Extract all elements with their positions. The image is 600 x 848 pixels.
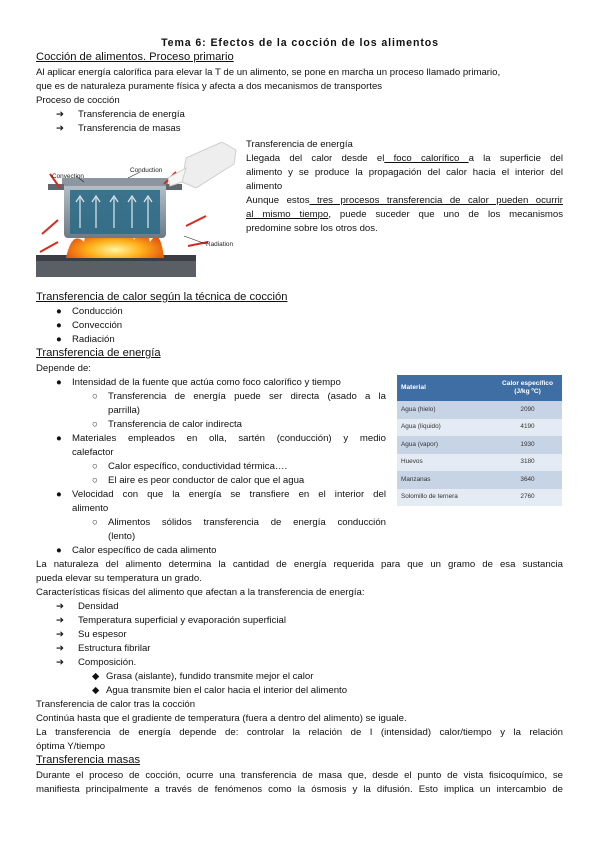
side-line: alimento y se produce la propagación del calor hacia el interior del <box>246 167 563 178</box>
bullet-icon: ● <box>56 489 62 500</box>
circle-icon: ○ <box>92 475 98 486</box>
list-item-cont: calefactor <box>72 447 114 458</box>
list-item: ➔ Temperatura superficial y evaporación superficial <box>56 615 286 626</box>
arrow-icon: ➔ <box>56 615 65 626</box>
circle-icon: ○ <box>92 517 98 528</box>
list-item: ● Calor específico de cada alimento <box>56 545 217 556</box>
header-material: Material <box>401 384 426 392</box>
paragraph-line: La naturaleza del alimento determina la cantidad de energía requerida para que un gramo de esa sustancia <box>36 559 563 570</box>
cooking-pot-image <box>36 142 241 277</box>
side-line: Llegada del calor desde el foco calorífico a la superficie del <box>246 153 563 164</box>
circle-icon: ○ <box>92 391 98 402</box>
paragraph-line: Transferencia de calor tras la cocción <box>36 699 196 710</box>
table-row: Huevos 3180 <box>397 454 562 472</box>
bullet-icon: ● <box>56 306 62 317</box>
bullet-icon: ● <box>56 545 62 556</box>
table-row: Manzanas 3640 <box>397 471 562 489</box>
bullet-icon: ● <box>56 320 62 331</box>
sub-item: ○ Alimentos sólidos transferencia de energía conducción <box>92 517 386 528</box>
paragraph-line: Durante el proceso de cocción, ocurre una transferencia de masa que, desde el punto de vista fisicoquímico, se <box>36 770 563 781</box>
section-heading-tecnica: Transferencia de calor según la técnica de cocción <box>36 291 288 303</box>
paragraph-line: Continúa hasta que el gradiente de temperatura (fuera a dentro del alimento) se iguale. <box>36 713 407 724</box>
list-item: ● Conducción <box>56 306 123 317</box>
list-item: ● Velocidad con que la energía se transfiere en el interior del <box>56 489 386 500</box>
table-row: Agua (líquido) 4190 <box>397 419 562 437</box>
sub-item: ◆ Grasa (aislante), fundido transmite mejor el calor <box>92 671 314 682</box>
arrow-icon: ➔ <box>56 629 65 640</box>
table-row: Solomillo de ternera 2760 <box>397 489 562 507</box>
arrow-icon: ➔ <box>56 109 65 120</box>
header-calor: Calor específico (J/kg ºC) <box>502 380 553 395</box>
sub-item-cont: (lento) <box>108 531 136 542</box>
side-line: al mismo tiempo, puede suceder que uno de los mecanismos <box>246 209 563 220</box>
paragraph-line: pueda elevar su temperatura un grado. <box>36 573 202 584</box>
arrow-icon: ➔ <box>56 123 65 134</box>
arrow-icon: ➔ <box>56 601 65 612</box>
list-item: ➔ Transferencia de energía <box>56 109 185 120</box>
specific-heat-table <box>397 375 562 506</box>
paragraph-line: Al aplicar energía calorífica para elevar la T de un alimento, se pone en marcha un proceso llamado primario, <box>36 67 501 78</box>
sub-item: ○ Transferencia de calor indirecta <box>92 419 243 430</box>
sub-item-cont: parrilla) <box>108 405 140 416</box>
depende-label: Depende de: <box>36 363 91 374</box>
paragraph-line: óptima Y/tiempo <box>36 741 106 752</box>
sub-item: ○ Calor específico, conductividad térmica…. <box>92 461 288 472</box>
list-item: ➔ Estructura fibrilar <box>56 643 151 654</box>
list-item: ● Materiales empleados en olla, sartén (conducción) y medio <box>56 433 386 444</box>
bullet-icon: ● <box>56 433 62 444</box>
list-item: ● Convección <box>56 320 123 331</box>
circle-icon: ○ <box>92 461 98 472</box>
table-row: Agua (vapor) 1930 <box>397 436 562 454</box>
paragraph-line: que es de naturaleza puramente física y afecta a dos mecanismos de transportes <box>36 81 383 92</box>
section-heading-masas: Transferencia masas <box>36 754 141 766</box>
sub-item: ◆ Agua transmite bien el calor hacia el interior del alimento <box>92 685 348 696</box>
convection-label: Convection <box>52 173 84 180</box>
side-heading: Transferencia de energía <box>246 139 353 150</box>
sub-item: ○ El aire es peor conductor de calor que el agua <box>92 475 305 486</box>
diamond-icon: ◆ <box>92 685 100 696</box>
side-line: alimento <box>246 181 283 192</box>
list-item: ➔ Transferencia de masas <box>56 123 181 134</box>
list-item: ● Radiación <box>56 334 115 345</box>
radiation-label: Radiation <box>206 241 234 248</box>
section-heading-coccion: Cocción de alimentos. Proceso primario <box>36 51 234 63</box>
page-title: Tema 6: Efectos de la cocción de los alimentos <box>161 37 439 49</box>
paragraph-line: manifiesta principalmente a través de fenómenos como la ósmosis y la difusión. Esto implica un intercambio de <box>36 784 563 795</box>
side-line: Aunque estos tres procesos transferencia de calor pueden ocurrir <box>246 195 563 206</box>
sub-item: ○ Transferencia de energía puede ser directa (asado a la <box>92 391 386 402</box>
table-row: Agua (hielo) 2090 <box>397 401 562 419</box>
list-item: ➔ Densidad <box>56 601 119 612</box>
list-item: ● Intensidad de la fuente que actúa como foco calorífico y tiempo <box>56 377 341 388</box>
arrow-icon: ➔ <box>56 643 65 654</box>
heat-transfer-illustration <box>36 142 241 277</box>
diamond-icon: ◆ <box>92 671 100 682</box>
paragraph-line: Características físicas del alimento que afectan a la transferencia de energía: <box>36 587 365 598</box>
table-header <box>397 375 562 401</box>
list-item-cont: alimento <box>72 503 109 514</box>
bullet-icon: ● <box>56 377 62 388</box>
bullet-icon: ● <box>56 334 62 345</box>
list-item: ➔ Su espesor <box>56 629 127 640</box>
section-heading-energia: Transferencia de energía <box>36 347 161 359</box>
side-line: predomine sobre los otros dos. <box>246 223 378 234</box>
paragraph-line: La transferencia de energía depende de: controlar la relación de I (intensidad) calor/tiempo y la relación <box>36 727 563 738</box>
circle-icon: ○ <box>92 419 98 430</box>
arrow-icon: ➔ <box>56 657 65 668</box>
process-label: Proceso de cocción <box>36 95 120 106</box>
list-item: ➔ Composición. <box>56 657 137 668</box>
conduction-label: Conduction <box>130 167 163 174</box>
